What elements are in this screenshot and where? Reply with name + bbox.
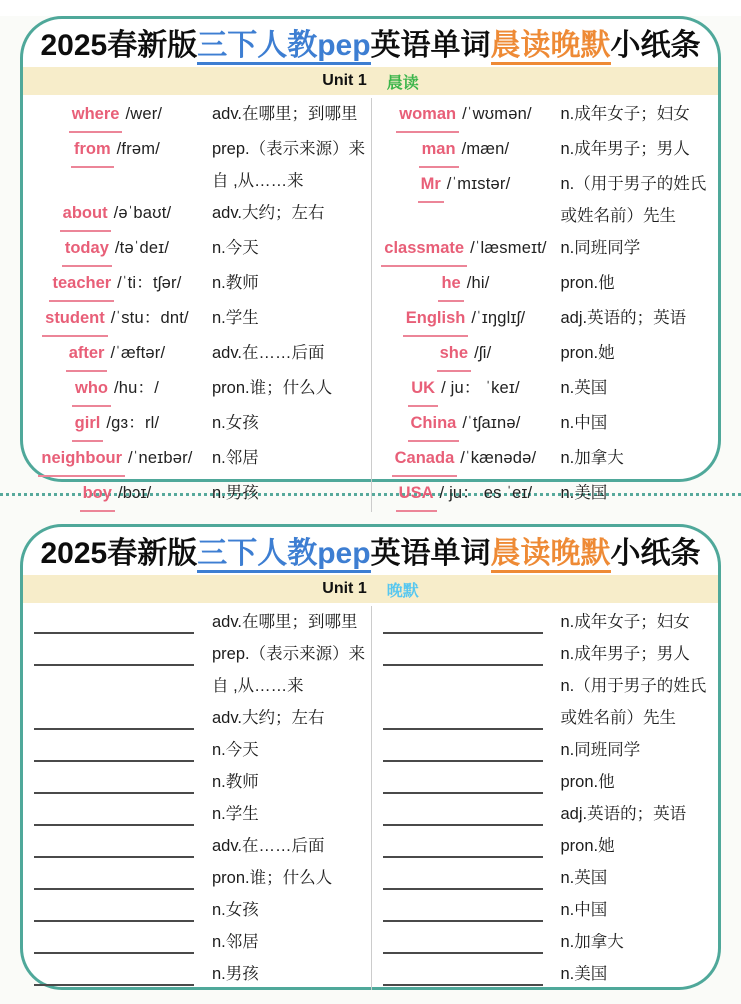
title-part: 三下人教pep [197, 537, 370, 573]
english-word: he [438, 267, 463, 302]
answer-blank-line[interactable] [383, 766, 543, 794]
meaning-text: n.英国 [560, 379, 608, 397]
blank-cell [372, 830, 557, 862]
meaning-text: n.英国 [560, 869, 608, 887]
meaning-text: pron.他 [560, 773, 615, 791]
meaning-text: pron.谁；什么人 [212, 869, 333, 887]
word-cell [372, 302, 557, 337]
phonetic: /gɜ：rl/ [106, 414, 160, 432]
blank-cell [23, 830, 208, 862]
meaning-text: n.男孩 [212, 965, 259, 983]
meaning-text: n.男孩 [212, 484, 259, 502]
title-part: 英语单词 [370, 537, 491, 570]
title-part: 2025春新版 [40, 29, 198, 62]
morning-reading-panel [20, 16, 721, 502]
english-word: classmate [381, 232, 467, 267]
word-cell [372, 168, 557, 232]
unit-bar [23, 575, 718, 603]
english-word: English [403, 302, 469, 337]
word-cell [23, 232, 208, 267]
answer-blank-line[interactable] [383, 638, 543, 666]
answer-blank-line[interactable] [383, 926, 543, 954]
phonetic: /bɔɪ/ [117, 484, 152, 502]
vocab-row [372, 477, 719, 512]
vocab-row [23, 337, 371, 372]
answer-blank-line[interactable] [34, 862, 194, 890]
vocab-row [23, 372, 371, 407]
dictation-row [23, 958, 371, 990]
english-word: man [419, 133, 459, 168]
vocab-columns [23, 95, 718, 502]
english-word: China [408, 407, 460, 442]
meaning-text: n.邻居 [212, 449, 259, 467]
blank-cell [372, 766, 557, 798]
meaning-text: n.中国 [560, 901, 608, 919]
title-part: 晨读晚默 [491, 537, 611, 573]
blank-cell [372, 702, 557, 734]
unit-label: Unit 1 [322, 580, 367, 597]
blank-cell [23, 926, 208, 958]
dictation-row [372, 830, 719, 862]
english-word: from [71, 133, 114, 168]
blank-cell [23, 734, 208, 766]
vocab-row [23, 197, 371, 232]
meaning-text: n.同班同学 [560, 239, 641, 257]
dictation-row [372, 798, 719, 830]
blank-cell [23, 798, 208, 830]
unit-bar [23, 67, 718, 95]
meaning-text: n.美国 [560, 484, 608, 502]
phonetic: /hu：/ [113, 379, 160, 397]
dictation-row [372, 670, 719, 734]
word-cell [23, 442, 208, 477]
phonetic: /ʃi/ [474, 344, 492, 362]
word-cell [23, 337, 208, 372]
mode-label-evening: 晚默 [386, 582, 419, 600]
word-cell [372, 372, 557, 407]
phonetic: /ˈlæsmeɪt/ [470, 239, 547, 257]
blank-cell [372, 798, 557, 830]
meaning-text: pron.她 [560, 344, 615, 362]
vocab-row [23, 133, 371, 197]
dictation-row [372, 894, 719, 926]
answer-blank-line[interactable] [383, 606, 543, 634]
dictation-row [23, 734, 371, 766]
phonetic: /ˈtʃaɪnə/ [462, 414, 521, 432]
blank-cell [372, 958, 557, 990]
vocab-row [23, 98, 371, 133]
word-cell [372, 442, 557, 477]
meaning-text: n.成年男子；男人 [560, 645, 690, 663]
answer-blank-line[interactable] [34, 894, 194, 922]
phonetic: /ˈkænədə/ [460, 449, 537, 467]
title-part: 英语单词 [370, 29, 491, 62]
english-word: girl [72, 407, 104, 442]
word-cell [372, 337, 557, 372]
phonetic: /ˈmɪstər/ [446, 175, 511, 193]
blank-cell [23, 958, 208, 990]
english-word: after [66, 337, 108, 372]
meaning-text: n.加拿大 [560, 449, 624, 467]
english-word: UK [408, 372, 438, 407]
phonetic: / ju： ˈkeɪ/ [441, 379, 520, 397]
dictation-row [372, 734, 719, 766]
meaning-text: pron.谁；什么人 [212, 379, 333, 397]
meaning-text: n.加拿大 [560, 933, 624, 951]
blank-cell [23, 702, 208, 734]
meaning-text: adj.英语的；英语 [560, 805, 687, 823]
answer-blank-line[interactable] [34, 702, 194, 730]
phonetic: /ˈwʊmən/ [462, 105, 532, 123]
title-part: 晨读晚默 [491, 29, 611, 65]
phonetic: /təˈdeɪ/ [114, 239, 170, 257]
mode-label-morning: 晨读 [386, 74, 419, 92]
english-word: USA [396, 477, 437, 512]
meaning-text: n.（用于男子的姓氏或姓名前）先生 [560, 677, 707, 727]
meaning-text: adv.在哪里；到哪里 [212, 105, 358, 123]
blank-cell [372, 926, 557, 958]
answer-blank-line[interactable] [34, 958, 194, 986]
answer-blank-line[interactable] [34, 798, 194, 826]
word-cell [23, 302, 208, 337]
english-word: teacher [49, 267, 114, 302]
meaning-text: n.成年女子；妇女 [560, 105, 690, 123]
english-word: she [437, 337, 471, 372]
word-cell [372, 267, 557, 302]
english-word: boy [80, 477, 115, 512]
english-word: where [69, 98, 123, 133]
dictation-row [372, 638, 719, 670]
dictation-row [23, 798, 371, 830]
meaning-text: n.美国 [560, 965, 608, 983]
vocab-column-right [371, 98, 719, 512]
phonetic: /frəm/ [116, 140, 161, 158]
vocab-row [372, 442, 719, 477]
blank-cell [372, 734, 557, 766]
vocab-row [372, 372, 719, 407]
english-word: Mr [418, 168, 444, 203]
answer-blank-line[interactable] [34, 766, 194, 794]
meaning-text: adv.大约；左右 [212, 709, 325, 727]
word-cell [372, 98, 557, 133]
english-word: woman [396, 98, 459, 133]
meaning-text: n.同班同学 [560, 741, 641, 759]
dictation-row [372, 958, 719, 990]
dictation-row [23, 894, 371, 926]
dictation-row [372, 926, 719, 958]
title-part: 三下人教pep [197, 29, 370, 65]
answer-blank-line[interactable] [34, 734, 194, 762]
vocab-row [372, 337, 719, 372]
vocab-row [372, 267, 719, 302]
answer-blank-line[interactable] [383, 734, 543, 762]
vocab-row [372, 133, 719, 168]
blank-cell [372, 862, 557, 894]
unit-label: Unit 1 [322, 72, 367, 89]
answer-blank-line[interactable] [383, 702, 543, 730]
phonetic: /əˈbaʊt/ [113, 204, 172, 222]
word-cell [23, 98, 208, 133]
phonetic: /ˈneɪbər/ [128, 449, 193, 467]
blank-cell [372, 894, 557, 926]
blank-cell [23, 606, 208, 638]
english-word: today [62, 232, 112, 267]
vocab-row [23, 302, 371, 337]
vocab-row [372, 168, 719, 232]
answer-blank-line[interactable] [383, 830, 543, 858]
meaning-text: adv.在……后面 [212, 837, 325, 855]
phonetic: /ˈstu：dnt/ [110, 309, 189, 327]
meaning-text: n.学生 [212, 309, 259, 327]
worksheet-page [0, 16, 741, 1004]
phonetic: /ˈæftər/ [110, 344, 166, 362]
vocab-row [23, 477, 371, 512]
blank-cell [372, 606, 557, 638]
meaning-text: pron.他 [560, 274, 615, 292]
phonetic: /mæn/ [461, 140, 510, 158]
blank-cell [23, 638, 208, 670]
meaning-text: n.成年男子；男人 [560, 140, 690, 158]
phonetic: / ju： es ˈeɪ/ [439, 484, 533, 502]
english-word: student [42, 302, 108, 337]
blank-cell [372, 638, 557, 670]
phonetic: /wer/ [125, 105, 163, 123]
dictation-row [23, 862, 371, 894]
meaning-text: pron.她 [560, 837, 615, 855]
title-part: 小纸条 [610, 537, 701, 570]
meaning-text: n.今天 [212, 741, 259, 759]
meaning-text: n.今天 [212, 239, 259, 257]
phonetic: /ˈti：tʃər/ [117, 274, 182, 292]
meaning-text: adj.英语的；英语 [560, 309, 687, 327]
vocab-row [23, 442, 371, 477]
title-part: 小纸条 [610, 29, 701, 62]
dictation-row [23, 702, 371, 734]
english-word: about [60, 197, 111, 232]
meaning-text: adv.在哪里；到哪里 [212, 613, 358, 631]
answer-blank-line[interactable] [383, 862, 543, 890]
word-cell [372, 407, 557, 442]
english-word: Canada [392, 442, 458, 477]
meaning-text: prep.（表示来源）来自 ,从……来 [212, 140, 366, 190]
meaning-text: n.中国 [560, 414, 608, 432]
evening-dictation-panel [20, 524, 721, 990]
meaning-text: n.成年女子；妇女 [560, 613, 690, 631]
blank-cell [23, 894, 208, 926]
dictation-columns [23, 603, 718, 990]
dictation-row [372, 606, 719, 638]
meaning-text: adv.大约；左右 [212, 204, 325, 222]
word-cell [23, 267, 208, 302]
page-title [29, 536, 712, 572]
vocab-column-left [23, 98, 371, 512]
word-cell [23, 407, 208, 442]
answer-blank-line[interactable] [34, 638, 194, 666]
english-word: neighbour [38, 442, 125, 477]
meaning-text: prep.（表示来源）来自 ,从……来 [212, 645, 366, 695]
vocab-row [372, 302, 719, 337]
title-part: 2025春新版 [40, 537, 198, 570]
vocab-row [372, 232, 719, 267]
word-cell [23, 477, 208, 512]
vocab-row [23, 267, 371, 302]
dictation-row [23, 926, 371, 958]
answer-blank-line[interactable] [34, 606, 194, 634]
vocab-row [23, 232, 371, 267]
dictation-row [23, 766, 371, 798]
meaning-text: n.邻居 [212, 933, 259, 951]
meaning-text: n.教师 [212, 274, 259, 292]
dictation-row [23, 606, 371, 638]
dictation-row [23, 830, 371, 862]
answer-blank-line[interactable] [383, 894, 543, 922]
dictation-row [23, 638, 371, 702]
blank-cell [23, 766, 208, 798]
word-cell [372, 477, 557, 512]
answer-blank-line[interactable] [34, 926, 194, 954]
word-cell [23, 372, 208, 407]
dictation-column-left [23, 606, 371, 990]
answer-blank-line[interactable] [383, 958, 543, 986]
vocab-row [23, 407, 371, 442]
blank-cell [23, 862, 208, 894]
answer-blank-line[interactable] [383, 798, 543, 826]
meaning-text: n.女孩 [212, 414, 259, 432]
word-cell [372, 133, 557, 168]
answer-blank-line[interactable] [34, 830, 194, 858]
meaning-text: n.教师 [212, 773, 259, 791]
english-word: who [72, 372, 111, 407]
page-title [29, 28, 712, 64]
phonetic: /hi/ [466, 274, 490, 292]
meaning-text: n.（用于男子的姓氏或姓名前）先生 [560, 175, 707, 225]
dictation-column-right [371, 606, 719, 990]
vocab-row [372, 98, 719, 133]
vocab-row [372, 407, 719, 442]
meaning-text: adv.在……后面 [212, 344, 325, 362]
word-cell [23, 197, 208, 232]
meaning-text: n.女孩 [212, 901, 259, 919]
dictation-row [372, 766, 719, 798]
phonetic: /ˈɪŋglɪʃ/ [471, 309, 526, 327]
meaning-text: n.学生 [212, 805, 259, 823]
word-cell [23, 133, 208, 197]
dictation-row [372, 862, 719, 894]
word-cell [372, 232, 557, 267]
